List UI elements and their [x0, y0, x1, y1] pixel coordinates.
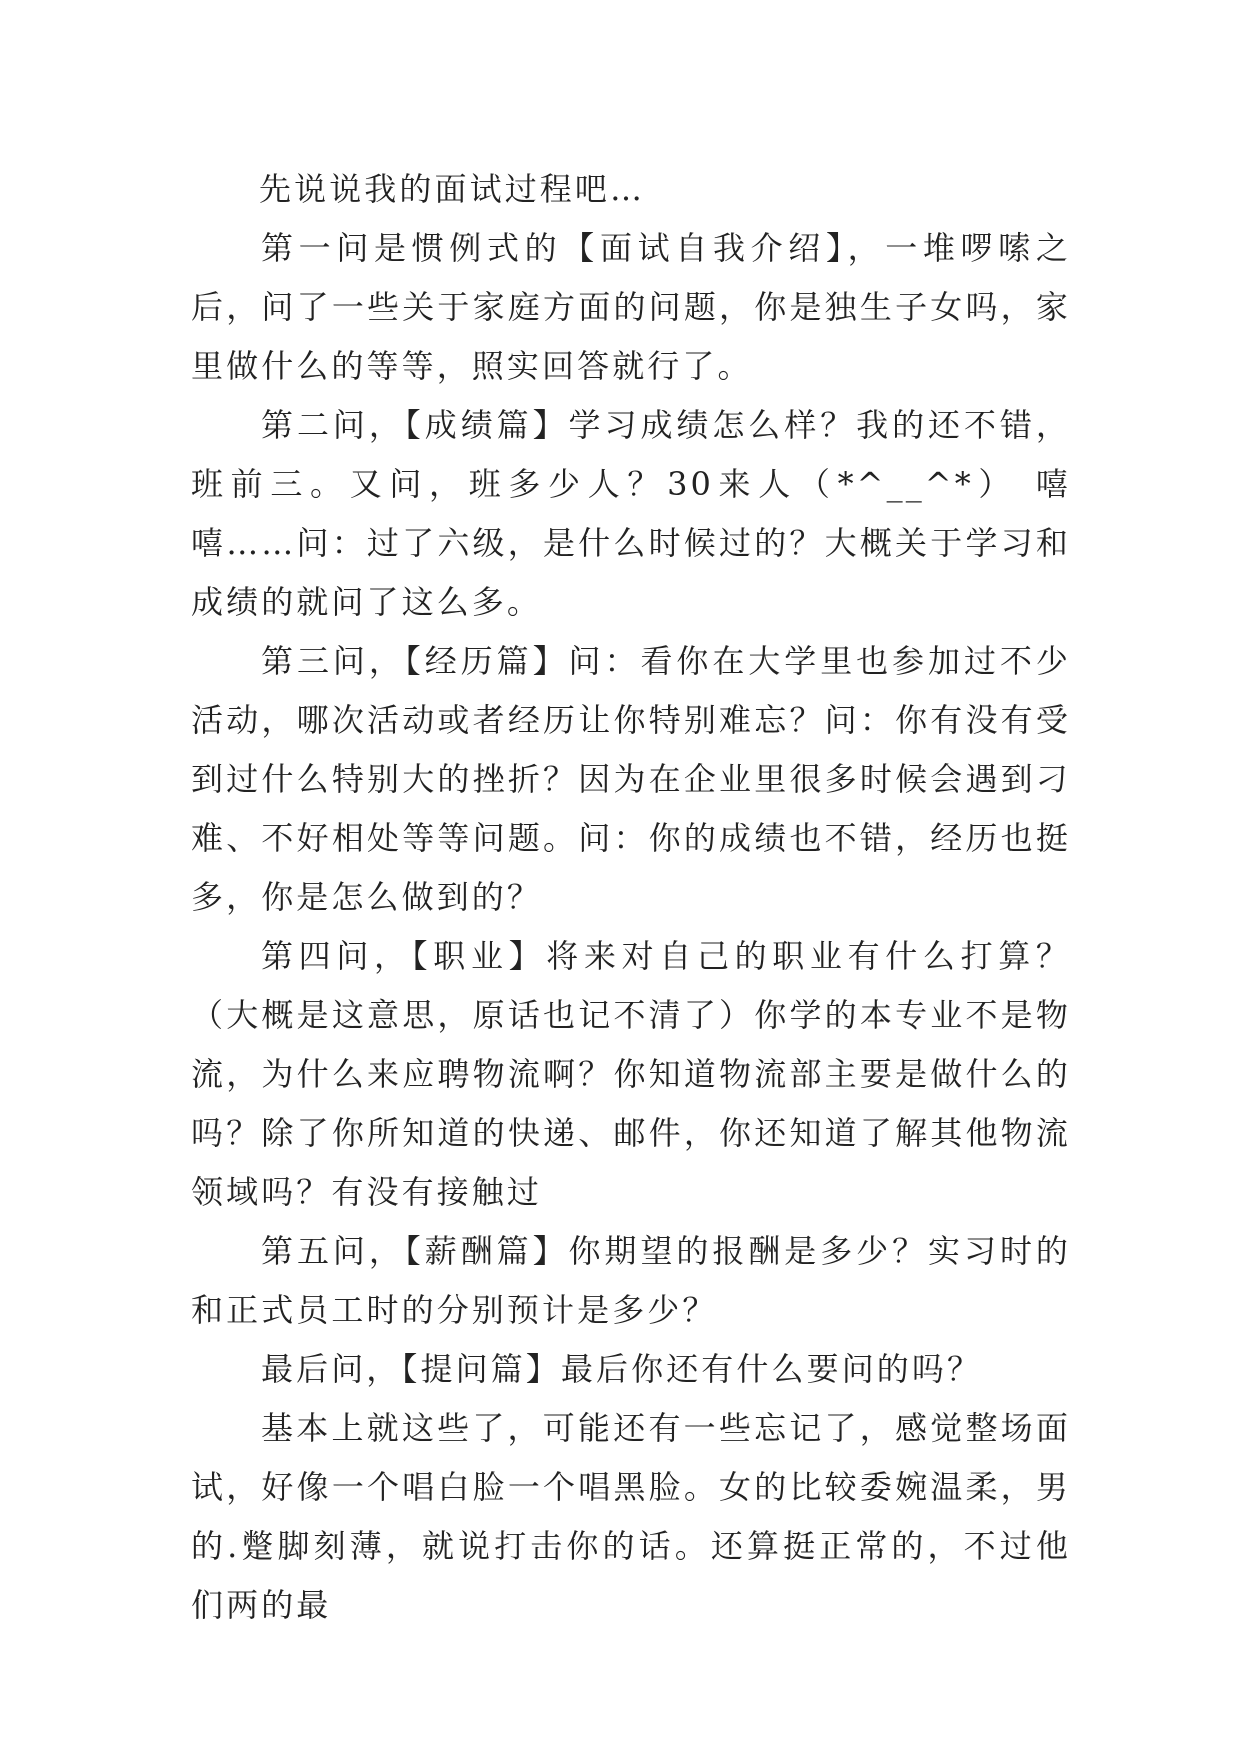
paragraph-question-3: 第三问，【经历篇】问：看你在大学里也参加过不少活动，哪次活动或者经历让你特别难忘？问：你有没有受到过什么特别大的挫折？因为在企业里很多时候会遇到刁难、不好相处等等问题。问：你的成绩也不错，经历也挺多，你是怎么做到的？ — [191, 642, 1071, 916]
paragraph-question-last: 最后问，【提问篇】最后你还有什么要问的吗？ — [261, 1350, 983, 1388]
paragraph-intro: 先说说我的面试过程吧… — [259, 170, 646, 208]
paragraph-question-4: 第四问，【职业】将来对自己的职业有什么打算？（大概是这意思，原话也记不清了）你学的本专业不是物流，为什么来应聘物流啊？你知道物流部主要是做什么的吗？除了你所知道的快递、邮件，你还知道了解其他物流领域吗？有没有接触过 — [191, 937, 1071, 1211]
paragraph-question-2: 第二问，【成绩篇】学习成绩怎么样？我的还不错，班前三。又问，班多少人？30来人（*^__^*） 嘻嘻……问：过了六级，是什么时候过的？大概关于学习和成绩的就问了这么多。 — [191, 406, 1071, 621]
paragraph-question-1: 第一问是惯例式的【面试自我介绍】，一堆啰嗦之后，问了一些关于家庭方面的问题，你是独生子女吗，家里做什么的等等，照实回答就行了。 — [191, 229, 1071, 385]
paragraph-summary: 基本上就这些了，可能还有一些忘记了，感觉整场面试，好像一个唱白脸一个唱黑脸。女的比较委婉温柔，男的.蹩脚刻薄，就说打击你的话。还算挺正常的，不过他们两的最 — [191, 1409, 1071, 1624]
paragraph-question-5: 第五问，【薪酬篇】你期望的报酬是多少？实习时的和正式员工时的分别预计是多少？ — [191, 1232, 1071, 1329]
document-body — [191, 160, 1071, 1635]
